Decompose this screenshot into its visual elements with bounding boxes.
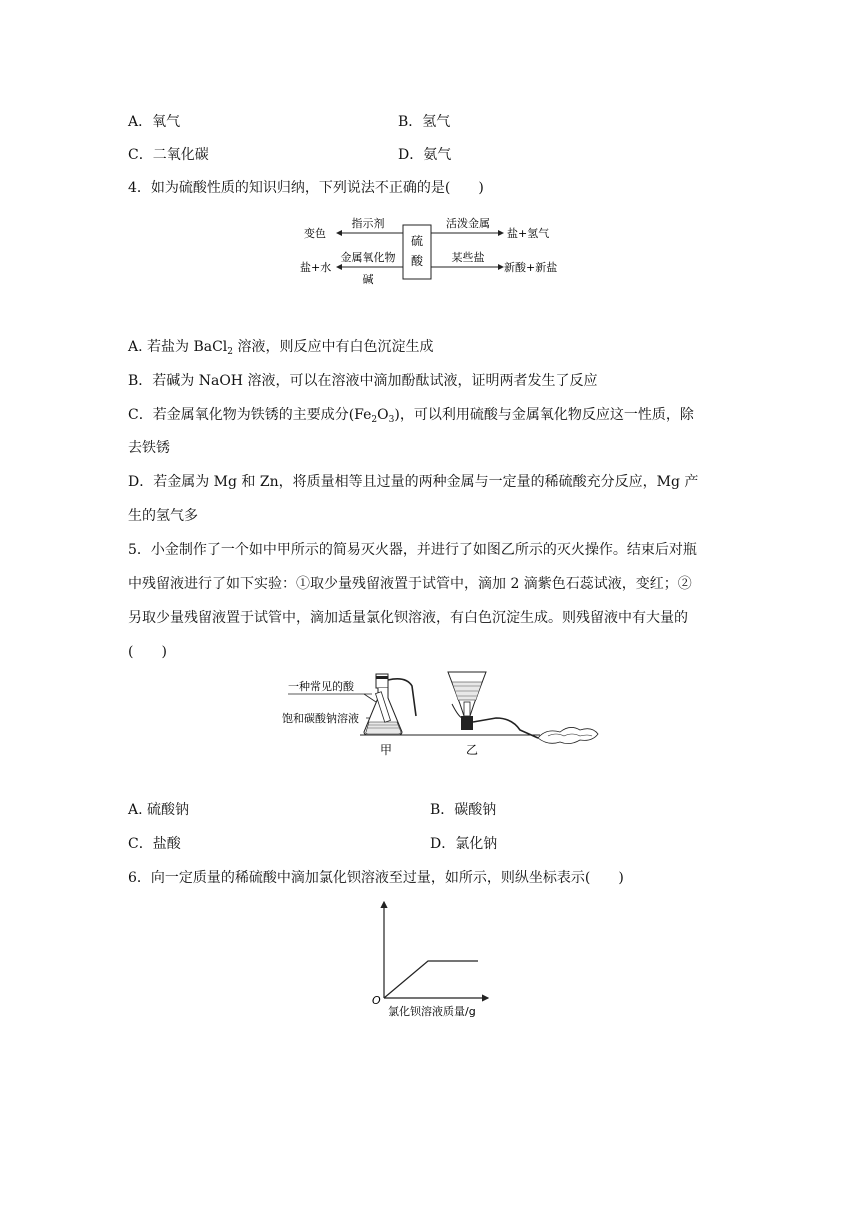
q4-option-a[interactable]: A. 若盐为 BaCl$_2$ 溶液，则反应中有白色沉淀生成: [128, 339, 434, 357]
q5-option-c[interactable]: C．盐酸: [128, 836, 181, 852]
result-color-change: 变色: [304, 227, 326, 240]
x-axis-label: 氯化钡溶液质量/g: [388, 1005, 476, 1018]
label-jia: 甲: [380, 743, 393, 757]
q4-option-d-line2: 生的氢气多: [128, 508, 198, 524]
flask-yi: [448, 672, 538, 738]
flask-jia: [364, 674, 416, 735]
q5-stem-line1: 5．小金制作了一个如中甲所示的简易灭火器，并进行了如图乙所示的灭火操作。结束后对瓶: [128, 542, 697, 558]
result-new-acid-salt: 新酸+新盐: [504, 261, 558, 274]
q4-stem: 4．如为硫酸性质的知识归纳，下列说法不正确的是( ): [128, 180, 484, 196]
q4-option-b[interactable]: B．若碱为 NaOH 溶液，可以在溶液中滴加酚酞试液，证明两者发生了反应: [128, 373, 598, 389]
q3-option-a[interactable]: A．氧气: [128, 114, 181, 130]
q3-option-c[interactable]: C．二氧化碳: [128, 147, 209, 163]
q4-option-c-line2: 去铁锈: [128, 440, 170, 456]
label-indicator: 指示剂: [351, 217, 385, 230]
q6-stem: 6．向一定质量的稀硫酸中滴加氯化钡溶液至过量，如所示，则纵坐标表示( ): [128, 870, 624, 886]
q5-fire-extinguisher-figure: [280, 664, 610, 764]
q4-option-d[interactable]: D．若金属为 Mg 和 Zn，将质量相等且过量的两种金属与一定量的稀硫酸充分反应，Mg 产: [128, 474, 699, 490]
label-base: 碱: [362, 273, 374, 286]
q5-option-b[interactable]: B．碳酸钠: [430, 802, 497, 818]
label-active-metal: 活泼金属: [446, 217, 490, 230]
result-salt-hydrogen: 盐+氢气: [507, 227, 550, 240]
diagram-center-char-2: 酸: [410, 254, 424, 268]
origin-label: O: [372, 994, 381, 1007]
label-common-acid: 一种常见的酸: [288, 680, 354, 693]
label-metal-oxide: 金属氧化物: [340, 251, 396, 264]
label-sodium-carbonate: 饱和碳酸钠溶液: [282, 712, 359, 725]
q5-stem-answer-blank: ( ): [128, 644, 167, 660]
result-salt-water: 盐+水: [300, 261, 332, 274]
fire-icon: [538, 727, 598, 743]
q5-option-d[interactable]: D．氯化钠: [430, 836, 498, 852]
q3-option-d[interactable]: D．氨气: [398, 147, 452, 163]
label-some-salts: 某些盐: [451, 251, 485, 264]
q3-option-b[interactable]: B．氢气: [398, 114, 451, 130]
graph-curve: [384, 961, 478, 998]
diagram-center-char-1: 硫: [410, 234, 424, 248]
q4-option-c[interactable]: C．若金属氧化物为铁锈的主要成分$(Fe_2O_3)$，可以利用硫酸与金属氧化物反应这一性质，除: [128, 407, 694, 425]
label-yi: 乙: [466, 743, 479, 757]
q5-stem-line2: 中残留液进行了如下实验：①取少量残留液置于试管中，滴加 2 滴紫色石蕊试液，变红；②: [128, 576, 692, 592]
q5-option-a[interactable]: A. 硫酸钠: [128, 802, 190, 818]
q6-graph: [366, 898, 496, 1024]
q5-stem-line3: 另取少量残留液置于试管中，滴加适量氯化钡溶液，有白色沉淀生成。则残留液中有大量的: [128, 610, 688, 626]
q4-sulfuric-acid-diagram: [300, 205, 570, 295]
